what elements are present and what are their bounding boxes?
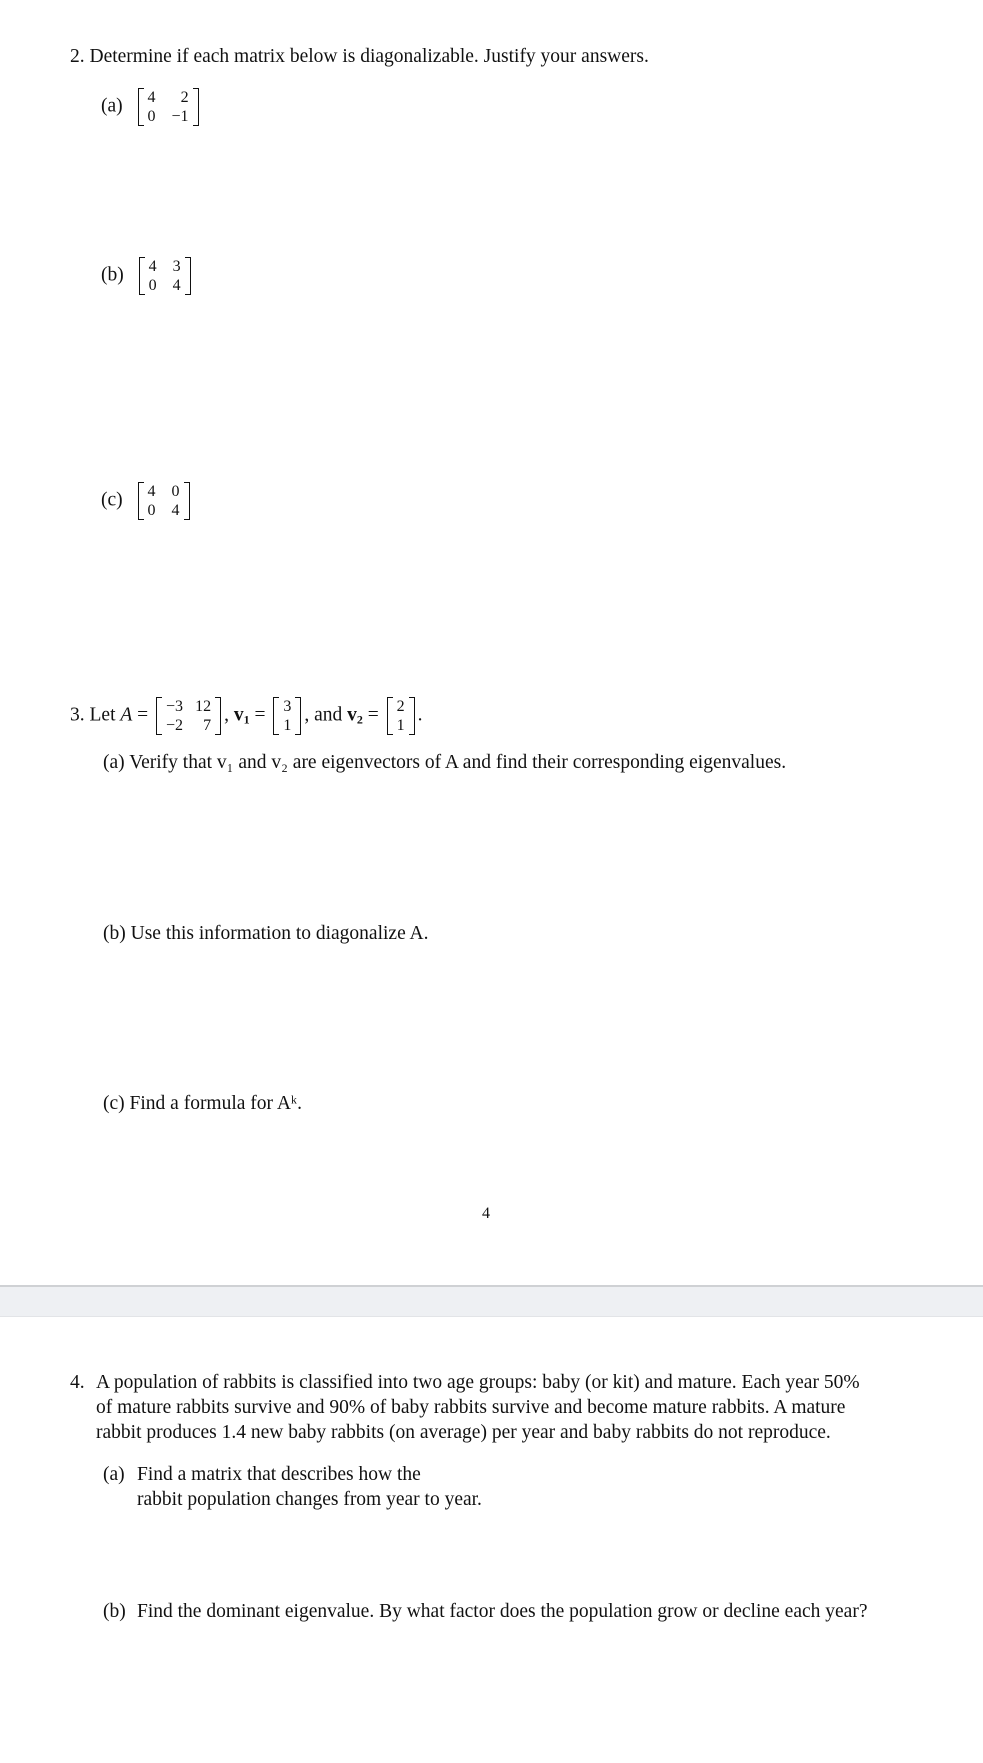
part-text: Verify that v₁ and v₂ are eigenvectors of A and find their corresponding eigenvalues. [129, 752, 787, 773]
vector-entry: 1 [396, 717, 405, 734]
matrix-entry: 4 [171, 502, 180, 519]
question-number: 3. [70, 704, 85, 726]
question-4a-line-2: rabbit population changes from year to year. [137, 1489, 482, 1510]
question-4a-label: (a) [103, 1464, 125, 1485]
matrix-entry: 2 [180, 89, 189, 106]
matrix-entry: 12 [195, 698, 212, 715]
part-label: (a) [103, 752, 125, 773]
question-2-part-c [101, 482, 193, 520]
matrix-entry: 4 [148, 258, 157, 275]
question-4a-line-1: Find a matrix that describes how the [137, 1464, 421, 1485]
vector-v1 [273, 697, 301, 735]
v2-subscript: 2 [356, 712, 363, 727]
matrix-entry: −2 [166, 717, 184, 734]
matrix-entry: 4 [147, 483, 156, 500]
matrix-entry: 7 [203, 717, 212, 734]
question-3b [103, 921, 429, 946]
question-4-line-3: rabbit produces 1.4 new baby rabbits (on average) per year and baby rabbits do not reproduce. [96, 1422, 831, 1443]
question-2-part-a [101, 88, 202, 126]
matrix-entry: 0 [147, 108, 156, 125]
question-4b-line-1: Find the dominant eigenvalue. By what factor does the population grow or decline each year? [137, 1601, 868, 1622]
v2-name: v [347, 704, 357, 726]
matrix-entry: 0 [148, 277, 157, 294]
part-label: (b) [101, 264, 124, 286]
part-label: (c) [103, 1093, 125, 1114]
matrix-entry: 0 [171, 483, 180, 500]
question-4-line-2: of mature rabbits survive and 90% of baby rabbits survive and become mature rabbits. A mature [96, 1397, 846, 1418]
matrix-name-A: A [120, 704, 133, 726]
question-2-prompt [70, 44, 649, 69]
question-number: 2. [70, 46, 85, 67]
question-3c [103, 1091, 302, 1116]
v1-subscript: 1 [243, 712, 250, 727]
let-word: Let [89, 704, 116, 726]
vector-entry: 2 [396, 698, 405, 715]
vector-entry: 3 [283, 698, 292, 715]
question-4-line-1: A population of rabbits is classified into two age groups: baby (or kit) and mature. Each year 50% [96, 1372, 860, 1393]
equals-sign: = [254, 704, 266, 726]
question-3-statement: 3. Let A = −3 12 −2 7 , $v_1$ = 3 1 , and $v_2$ = 2 1 . [70, 698, 423, 734]
matrix [138, 88, 199, 126]
matrix-entry: 3 [172, 258, 181, 275]
and-word: and [314, 704, 343, 726]
part-label: (b) [103, 923, 126, 944]
equals-sign: = [137, 704, 149, 726]
part-text: Find a formula for Aᵏ. [129, 1093, 302, 1114]
matrix [139, 257, 191, 295]
page-separator [0, 1285, 983, 1317]
part-text: Use this information to diagonalize A. [130, 923, 429, 944]
matrix-entry: 4 [147, 89, 156, 106]
equals-sign: = [367, 704, 379, 726]
question-text: Determine if each matrix below is diagonalizable. Justify your answers. [89, 46, 649, 67]
vector-v2 [387, 697, 415, 735]
question-4b-label: (b) [103, 1601, 126, 1622]
matrix-entry: −1 [171, 108, 189, 125]
matrix-entry: 0 [147, 502, 156, 519]
question-2-part-b [101, 257, 194, 295]
matrix-A [156, 697, 221, 735]
part-label: (a) [101, 95, 123, 117]
matrix [138, 482, 190, 520]
v1-name: v [233, 704, 244, 726]
part-label: (c) [101, 489, 123, 511]
matrix-entry: −3 [166, 698, 184, 715]
question-3a [103, 750, 786, 775]
matrix-entry: 4 [172, 277, 181, 294]
vector-entry: 1 [283, 717, 292, 734]
question-4-number: 4. [70, 1372, 85, 1393]
page-number: 4 [482, 1205, 490, 1222]
